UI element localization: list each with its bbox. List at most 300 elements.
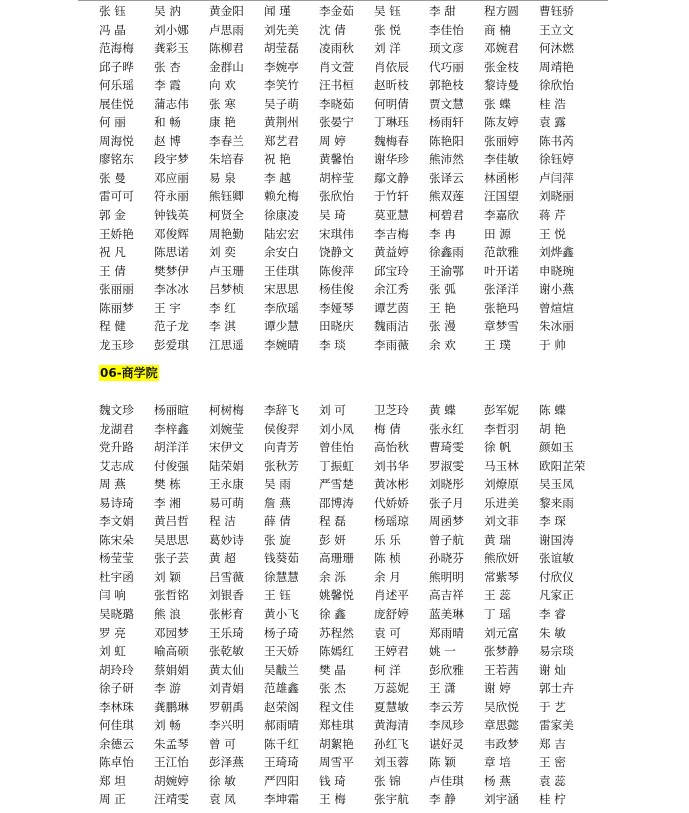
student-name: 李欣瑶 bbox=[264, 300, 299, 315]
name-row bbox=[99, 317, 594, 336]
student-name: 余 欢 bbox=[429, 337, 456, 352]
name-row bbox=[99, 512, 594, 531]
student-name: 李 冉 bbox=[429, 226, 456, 241]
student-name: 卢思雨 bbox=[209, 22, 244, 37]
student-name: 吴黻兰 bbox=[264, 662, 299, 677]
student-name: 李金茹 bbox=[319, 4, 354, 18]
student-name: 欧阳芷荣 bbox=[539, 458, 586, 473]
student-name: 常紫琴 bbox=[484, 569, 519, 584]
student-name: 曹琦雯 bbox=[429, 440, 464, 455]
student-name: 黄 超 bbox=[209, 551, 236, 566]
student-name: 易可萌 bbox=[209, 495, 244, 510]
student-name: 黄荆州 bbox=[264, 115, 299, 130]
name-list-previous-section bbox=[99, 2, 594, 354]
name-row bbox=[99, 401, 594, 420]
student-name: 李吉梅 bbox=[374, 226, 409, 241]
student-name: 彭欣雅 bbox=[429, 662, 464, 677]
student-name: 王 璞 bbox=[484, 337, 511, 352]
page-top-rule bbox=[78, 0, 608, 1]
student-name: 向青芳 bbox=[264, 440, 299, 455]
student-name: 郭 金 bbox=[99, 208, 126, 223]
student-name: 高怡秋 bbox=[374, 440, 409, 455]
student-name: 莫亚慧 bbox=[374, 208, 409, 223]
student-name: 张 漫 bbox=[429, 319, 456, 334]
student-name: 何明倩 bbox=[374, 96, 409, 111]
student-name: 陈思诺 bbox=[154, 245, 189, 260]
student-name: 王 密 bbox=[539, 755, 566, 770]
student-name: 何佳琪 bbox=[99, 718, 134, 733]
name-row bbox=[99, 568, 594, 587]
student-name: 艾志成 bbox=[99, 458, 134, 473]
section-heading: 06-商学院 bbox=[100, 366, 158, 380]
student-name: 田 源 bbox=[484, 226, 511, 241]
student-name: 张梦静 bbox=[484, 644, 519, 659]
student-name: 李兴明 bbox=[209, 718, 244, 733]
student-name: 张 钰 bbox=[99, 4, 126, 18]
student-name: 胡 艳 bbox=[539, 421, 566, 436]
student-name: 魏梅春 bbox=[374, 133, 409, 148]
student-name: 凡家正 bbox=[539, 588, 574, 603]
student-name: 袁 蕊 bbox=[539, 773, 566, 788]
student-name: 刘玉蓉 bbox=[374, 755, 409, 770]
student-name: 赖允梅 bbox=[264, 189, 299, 204]
student-name: 易 泉 bbox=[209, 170, 236, 185]
student-name: 李 甜 bbox=[429, 4, 456, 18]
student-name: 詹 燕 bbox=[264, 495, 291, 510]
student-name: 曾煊煊 bbox=[539, 300, 574, 315]
student-name: 周靖艳 bbox=[539, 59, 574, 74]
student-name: 杨子琦 bbox=[264, 625, 299, 640]
student-name: 苏程然 bbox=[319, 625, 354, 640]
student-name: 陈 蝶 bbox=[539, 403, 566, 417]
student-name: 刘先美 bbox=[264, 22, 299, 37]
student-name: 李 游 bbox=[154, 681, 181, 696]
student-name: 代娇娇 bbox=[374, 495, 409, 510]
student-name: 郑 吉 bbox=[539, 736, 566, 751]
student-name: 彭爱琪 bbox=[154, 337, 189, 352]
name-list-business-school bbox=[99, 401, 594, 809]
student-name: 魏文珍 bbox=[99, 403, 134, 417]
student-name: 符永丽 bbox=[154, 189, 189, 204]
student-name: 李 琰 bbox=[319, 337, 346, 352]
student-name: 王 钰 bbox=[264, 588, 291, 603]
student-name: 张子芸 bbox=[154, 551, 189, 566]
student-name: 吕梦桢 bbox=[209, 282, 244, 297]
student-name: 柯树梅 bbox=[209, 403, 244, 417]
student-name: 王娇艳 bbox=[99, 226, 134, 241]
student-name: 丁琳珏 bbox=[374, 115, 409, 130]
student-name: 李 湘 bbox=[154, 495, 181, 510]
student-name: 张泽洋 bbox=[484, 282, 519, 297]
name-row bbox=[99, 280, 594, 299]
student-name: 李雨薇 bbox=[374, 337, 409, 352]
student-name: 鄢文静 bbox=[374, 170, 409, 185]
student-name: 刘 奕 bbox=[209, 245, 236, 260]
name-row bbox=[99, 262, 594, 281]
student-name: 张 弧 bbox=[429, 282, 456, 297]
student-name: 张乾敏 bbox=[209, 644, 244, 659]
student-name: 代巧丽 bbox=[429, 59, 464, 74]
student-name: 李哲羽 bbox=[484, 421, 519, 436]
student-name: 胡梓莹 bbox=[319, 170, 354, 185]
student-name: 李 睿 bbox=[539, 607, 566, 622]
student-name: 付俊强 bbox=[154, 458, 189, 473]
student-name: 高珊珊 bbox=[319, 551, 354, 566]
student-name: 姚 一 bbox=[429, 644, 456, 659]
student-name: 付欣仪 bbox=[539, 569, 574, 584]
student-name: 黄金阳 bbox=[209, 4, 244, 18]
student-name: 王婷君 bbox=[374, 644, 409, 659]
student-name: 丁振虹 bbox=[319, 458, 354, 473]
student-name: 邓应丽 bbox=[154, 170, 189, 185]
student-name: 陈丽梦 bbox=[99, 300, 134, 315]
student-name: 陆宏宏 bbox=[264, 226, 299, 241]
student-name: 杨瑶琼 bbox=[374, 514, 409, 529]
student-name: 严雪楚 bbox=[319, 477, 354, 492]
student-name: 蓝美琳 bbox=[429, 607, 464, 622]
student-name: 周 正 bbox=[99, 792, 126, 807]
student-name: 曾 可 bbox=[209, 736, 236, 751]
student-name: 桂 浩 bbox=[539, 96, 566, 111]
student-name: 樊 栋 bbox=[154, 477, 181, 492]
student-name: 袁 露 bbox=[539, 115, 566, 130]
student-name: 徐欣怡 bbox=[539, 78, 574, 93]
student-name: 谌好灵 bbox=[429, 736, 464, 751]
student-name: 徐慧慧 bbox=[264, 569, 299, 584]
student-name: 冯 晶 bbox=[99, 22, 126, 37]
student-name: 王渝鄂 bbox=[429, 263, 464, 278]
student-name: 庞舒婷 bbox=[374, 607, 409, 622]
student-name: 刘 洋 bbox=[374, 41, 401, 56]
name-row bbox=[99, 336, 594, 355]
student-name: 张丽婷 bbox=[484, 133, 519, 148]
student-name: 张宇航 bbox=[374, 792, 409, 807]
student-name: 徐康凌 bbox=[264, 208, 299, 223]
student-name: 陈艳阳 bbox=[429, 133, 464, 148]
student-name: 周函梦 bbox=[429, 514, 464, 529]
student-name: 杨 燕 bbox=[484, 773, 511, 788]
student-name: 程 健 bbox=[99, 319, 126, 334]
student-name: 严四阳 bbox=[264, 773, 299, 788]
student-name: 李佳敏 bbox=[484, 152, 519, 167]
student-name: 胡莹磊 bbox=[264, 41, 299, 56]
student-name: 罗朝禹 bbox=[209, 699, 244, 714]
student-name: 范雄鑫 bbox=[264, 681, 299, 696]
name-row bbox=[99, 475, 594, 494]
name-row bbox=[99, 772, 594, 791]
student-name: 张 旋 bbox=[264, 532, 291, 547]
student-name: 徐 帆 bbox=[484, 440, 511, 455]
student-name: 郑 坦 bbox=[99, 773, 126, 788]
name-row bbox=[99, 39, 594, 58]
name-row bbox=[99, 132, 594, 151]
student-name: 黄 瑞 bbox=[484, 532, 511, 547]
student-name: 祝 艳 bbox=[264, 152, 291, 167]
name-row bbox=[99, 457, 594, 476]
name-row bbox=[99, 494, 594, 513]
student-name: 蔡娟娟 bbox=[154, 662, 189, 677]
student-name: 刘 可 bbox=[319, 403, 346, 417]
student-name: 章思懿 bbox=[484, 718, 519, 733]
student-name: 高吉祥 bbox=[429, 588, 464, 603]
student-name: 邓婉君 bbox=[484, 41, 519, 56]
student-name: 徐 敏 bbox=[209, 773, 236, 788]
student-name: 薛 倩 bbox=[264, 514, 291, 529]
student-name: 程 磊 bbox=[319, 514, 346, 529]
name-row bbox=[99, 753, 594, 772]
student-name: 丁 瑶 bbox=[484, 607, 511, 622]
name-row bbox=[99, 698, 594, 717]
student-name: 肖述平 bbox=[374, 588, 409, 603]
student-name: 林函彬 bbox=[484, 170, 519, 185]
student-name: 吴子萌 bbox=[264, 96, 299, 111]
student-name: 向 欢 bbox=[209, 78, 236, 93]
student-name: 张 曼 bbox=[99, 170, 126, 185]
student-name: 沈 倩 bbox=[319, 22, 346, 37]
student-name: 邵博涛 bbox=[319, 495, 354, 510]
student-name: 贾文慧 bbox=[429, 96, 464, 111]
student-name: 王 艳 bbox=[429, 300, 456, 315]
student-name: 谢 婷 bbox=[484, 681, 511, 696]
student-name: 刘元富 bbox=[484, 625, 519, 640]
student-name: 易宗琰 bbox=[539, 644, 574, 659]
student-name: 桂 柠 bbox=[539, 792, 566, 807]
name-row bbox=[99, 624, 594, 643]
student-name: 余江秀 bbox=[374, 282, 409, 297]
student-name: 李嘉欣 bbox=[484, 208, 519, 223]
student-name: 徐 鑫 bbox=[319, 607, 346, 622]
student-name: 魏雨洁 bbox=[374, 319, 409, 334]
student-name: 李 琛 bbox=[539, 514, 566, 529]
name-row bbox=[99, 605, 594, 624]
student-name: 龚彩玉 bbox=[154, 41, 189, 56]
student-name: 万蕊妮 bbox=[374, 681, 409, 696]
student-name: 李冰冰 bbox=[154, 282, 189, 297]
student-name: 刘晓彤 bbox=[429, 477, 464, 492]
student-name: 陈友婷 bbox=[484, 115, 519, 130]
student-name: 汪靖雯 bbox=[154, 792, 189, 807]
student-name: 钟钱英 bbox=[154, 208, 189, 223]
student-name: 张 锦 bbox=[374, 773, 401, 788]
student-name: 陈千红 bbox=[264, 736, 299, 751]
student-name: 黄太仙 bbox=[209, 662, 244, 677]
student-name: 卢闫萍 bbox=[539, 170, 574, 185]
student-name: 钱葵茹 bbox=[264, 551, 299, 566]
student-name: 程方圆 bbox=[484, 4, 519, 18]
student-name: 曹钰骄 bbox=[539, 4, 574, 18]
student-name: 刘燎原 bbox=[484, 477, 519, 492]
student-name: 柯 洋 bbox=[374, 662, 401, 677]
student-name: 郑艺君 bbox=[264, 133, 299, 148]
student-name: 李辞飞 bbox=[264, 403, 299, 417]
student-name: 韦政梦 bbox=[484, 736, 519, 751]
student-name: 吴欣悦 bbox=[484, 699, 519, 714]
student-name: 胡絮艳 bbox=[319, 736, 354, 751]
student-name: 张 杏 bbox=[154, 59, 181, 74]
name-row bbox=[99, 113, 594, 132]
student-name: 李笑竹 bbox=[264, 78, 299, 93]
student-name: 雷可可 bbox=[99, 189, 134, 204]
student-name: 刘银香 bbox=[209, 588, 244, 603]
student-name: 黄益婷 bbox=[374, 245, 409, 260]
student-name: 李 红 bbox=[209, 300, 236, 315]
student-name: 吴 雨 bbox=[264, 477, 291, 492]
student-name: 姚馨悦 bbox=[319, 588, 354, 603]
student-name: 彭泽燕 bbox=[209, 755, 244, 770]
student-name: 汪国望 bbox=[484, 189, 519, 204]
student-name: 范海梅 bbox=[99, 41, 134, 56]
student-name: 夏慧敏 bbox=[374, 699, 409, 714]
student-name: 罗淑雯 bbox=[429, 458, 464, 473]
student-name: 何 丽 bbox=[99, 115, 126, 130]
student-name: 郭艳枝 bbox=[429, 78, 464, 93]
student-name: 党升路 bbox=[99, 440, 134, 455]
name-row bbox=[99, 790, 594, 809]
student-name: 蒋 芹 bbox=[539, 208, 566, 223]
student-name: 陈卓怡 bbox=[99, 755, 134, 770]
student-name: 张译云 bbox=[429, 170, 464, 185]
student-name: 陈柳君 bbox=[209, 41, 244, 56]
student-name: 赵 博 bbox=[154, 133, 181, 148]
student-name: 王琦琦 bbox=[264, 755, 299, 770]
student-name: 李 静 bbox=[429, 792, 456, 807]
student-name: 程 洁 bbox=[209, 514, 236, 529]
student-name: 吴 琦 bbox=[319, 208, 346, 223]
student-name: 郑桂琪 bbox=[319, 718, 354, 733]
student-name: 王江怡 bbox=[154, 755, 189, 770]
student-name: 刘小凤 bbox=[319, 421, 354, 436]
student-name: 张 悦 bbox=[374, 22, 401, 37]
student-name: 李林珠 bbox=[99, 699, 134, 714]
name-row bbox=[99, 299, 594, 318]
student-name: 张秋芳 bbox=[264, 458, 299, 473]
student-name: 申晓琬 bbox=[539, 263, 574, 278]
name-row bbox=[99, 420, 594, 439]
name-row bbox=[99, 95, 594, 114]
student-name: 肖文萱 bbox=[319, 59, 354, 74]
student-name: 葛妙诗 bbox=[209, 532, 244, 547]
name-row bbox=[99, 549, 594, 568]
student-name: 谢小燕 bbox=[539, 282, 574, 297]
student-name: 王佳琪 bbox=[264, 263, 299, 278]
student-name: 陆荣娟 bbox=[209, 458, 244, 473]
student-name: 于竹轩 bbox=[374, 189, 409, 204]
name-row bbox=[99, 2, 594, 21]
name-row bbox=[99, 586, 594, 605]
name-row bbox=[99, 21, 594, 40]
student-name: 周雪平 bbox=[319, 755, 354, 770]
student-name: 李娅琴 bbox=[319, 300, 354, 315]
student-name: 吴玉凤 bbox=[539, 477, 574, 492]
student-name: 展佳悦 bbox=[99, 96, 134, 111]
student-name: 曾子航 bbox=[429, 532, 464, 547]
student-name: 易诗琦 bbox=[99, 495, 134, 510]
student-name: 彭军妮 bbox=[484, 403, 519, 417]
name-row bbox=[99, 206, 594, 225]
student-name: 吴晓璐 bbox=[99, 607, 134, 622]
student-name: 柯碧君 bbox=[429, 208, 464, 223]
student-name: 张谊敏 bbox=[539, 551, 574, 566]
student-name: 侯俊羿 bbox=[264, 421, 299, 436]
student-name: 刘晓丽 bbox=[539, 189, 574, 204]
name-row bbox=[99, 531, 594, 550]
student-name: 柯贤全 bbox=[209, 208, 244, 223]
student-name: 王永康 bbox=[209, 477, 244, 492]
student-name: 雷家美 bbox=[539, 718, 574, 733]
student-name: 谭少慧 bbox=[264, 319, 299, 334]
student-name: 余安白 bbox=[264, 245, 299, 260]
student-name: 吴 钰 bbox=[374, 4, 401, 18]
student-name: 熊 浪 bbox=[154, 607, 181, 622]
student-name: 肖依辰 bbox=[374, 59, 409, 74]
student-name: 张 杰 bbox=[319, 681, 346, 696]
name-row bbox=[99, 76, 594, 95]
student-name: 陈宋朵 bbox=[99, 532, 134, 547]
student-name: 杨莹莹 bbox=[99, 551, 134, 566]
student-name: 黄 蝶 bbox=[429, 403, 456, 417]
student-name: 张欣怡 bbox=[319, 189, 354, 204]
student-name: 张晏宁 bbox=[319, 115, 354, 130]
student-name: 李文娟 bbox=[99, 514, 134, 529]
student-name: 段宇梦 bbox=[154, 152, 189, 167]
student-name: 李晓茹 bbox=[319, 96, 354, 111]
student-name: 龙湖君 bbox=[99, 421, 134, 436]
student-name: 吴思思 bbox=[154, 532, 189, 547]
student-name: 郭士卉 bbox=[539, 681, 574, 696]
student-name: 陈 桢 bbox=[374, 551, 401, 566]
student-name: 吕雪薇 bbox=[209, 569, 244, 584]
student-name: 和 畅 bbox=[154, 115, 181, 130]
student-name: 王若茜 bbox=[484, 662, 519, 677]
student-name: 张 寒 bbox=[209, 96, 236, 111]
student-name: 樊梦伊 bbox=[154, 263, 189, 278]
student-name: 杨雨轩 bbox=[429, 115, 464, 130]
student-name: 范歆雅 bbox=[484, 245, 519, 260]
student-name: 王乐琦 bbox=[209, 625, 244, 640]
student-name: 罗 亮 bbox=[99, 625, 126, 640]
student-name: 朱冰丽 bbox=[539, 319, 574, 334]
student-name: 闻 瑾 bbox=[264, 4, 291, 18]
student-name: 周海悦 bbox=[99, 133, 134, 148]
student-name: 谢国涛 bbox=[539, 532, 574, 547]
student-name: 余 月 bbox=[374, 569, 401, 584]
student-name: 李春兰 bbox=[209, 133, 244, 148]
student-name: 顼文彦 bbox=[429, 41, 464, 56]
student-name: 李婉亭 bbox=[264, 59, 299, 74]
student-name: 饶静文 bbox=[319, 245, 354, 260]
student-name: 李 越 bbox=[264, 170, 291, 185]
student-name: 程文佳 bbox=[319, 699, 354, 714]
student-name: 范子龙 bbox=[154, 319, 189, 334]
student-name: 陈嫣红 bbox=[319, 644, 354, 659]
student-name: 熊沛然 bbox=[429, 152, 464, 167]
student-name: 刘宇涵 bbox=[484, 792, 519, 807]
name-row bbox=[99, 169, 594, 188]
student-name: 刘烨鑫 bbox=[539, 245, 574, 260]
student-name: 宋琪伟 bbox=[319, 226, 354, 241]
student-name: 蒲志伟 bbox=[154, 96, 189, 111]
student-name: 祝 凡 bbox=[99, 245, 126, 260]
student-name: 何沐燃 bbox=[539, 41, 574, 56]
student-name: 张哲铭 bbox=[154, 588, 189, 603]
student-name: 黄馨怡 bbox=[319, 152, 354, 167]
student-name: 康 艳 bbox=[209, 115, 236, 130]
student-name: 熊明明 bbox=[429, 569, 464, 584]
student-name: 邓园梦 bbox=[154, 625, 189, 640]
student-name: 李凤珍 bbox=[429, 718, 464, 733]
student-name: 陈书芮 bbox=[539, 133, 574, 148]
student-name: 颜如玉 bbox=[539, 440, 574, 455]
